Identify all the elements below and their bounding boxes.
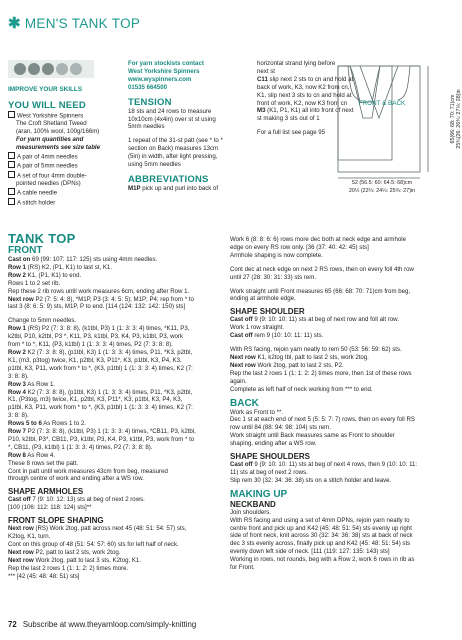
need-item: A pair of 4mm needles bbox=[17, 153, 78, 161]
pattern-line: Row 2 K2 (7: 3: 8: 8), (p1tbl, K3) 1 (1: 3: 3: 4) times, P11, *K3, p2tbl, bbox=[8, 348, 193, 356]
shape-shoulder-heading: SHAPE SHOULDER bbox=[230, 307, 305, 317]
pattern-line: Next row K1, k2tog tbl, patt to last 2 sts, work 2tog. bbox=[230, 353, 369, 361]
pattern-line: Join shoulders. bbox=[230, 508, 271, 516]
tension-text: 18 sts and 24 rows to measure bbox=[128, 107, 212, 115]
garment-schematic bbox=[332, 60, 448, 200]
abbrev-text: C11 slip next 2 sts to cn and hold at bbox=[257, 75, 354, 83]
pattern-line: Rep the last 2 rows 1 (1: 1: 2: 2) times more. bbox=[8, 564, 129, 572]
tension-text: 10x10cm (4x4in) over st st using bbox=[128, 115, 216, 123]
pattern-line: Cont in patt until work measures 43cm from beg, measured bbox=[8, 467, 168, 475]
pattern-line: Rep these 2 rib rows until work measures 6cm, ending after Row 1. bbox=[8, 287, 190, 295]
pattern-line: dec 3 sts evenly across, finally pick up and K42 (45: 48: 51: 54) sts bbox=[230, 540, 411, 548]
pattern-line: Change to 5mm needles. bbox=[8, 317, 77, 325]
pattern-line: Cast off 9 (9: 10: 10: 11) sts at beg of next row and foll alt row. bbox=[230, 316, 399, 324]
info-column bbox=[128, 60, 263, 193]
need-note: For yarn quantities and bbox=[16, 136, 84, 144]
stockists-line: For yarn stockists contact bbox=[128, 60, 204, 67]
tension-text: 5mm needles bbox=[128, 123, 165, 131]
pattern-line: Working in rows, not rounds, beg with a Row 2, work 6 rows in rib as bbox=[230, 556, 415, 564]
tension-text: section on Back) measures 13cm bbox=[128, 145, 219, 153]
abbrev-link: For a full list see page 95 bbox=[257, 129, 326, 137]
pattern-line: Row 1 (RS) P2 (7: 3: 8: 8), (k1tbl, P3) 1 (1: 3: 3: 4) times, *K11, P3, bbox=[8, 325, 190, 333]
pattern-line: Next row P2 (7: 5: 4: 8), *M1P, P3 (3: 4: 5: 5); M1P; P4; rep from * to bbox=[8, 295, 194, 303]
need-note: measurements see size table bbox=[16, 144, 101, 152]
pattern-line: Row 7 P2 (7: 3: 8: 8), (k1tbl, P3) 1 (1: 3: 3: 4) times, *CB11, P3, k2tbl, bbox=[8, 428, 196, 436]
pattern-line: Rows 5 to 6 As Rows 1 to 2. bbox=[8, 420, 86, 428]
page-title: MEN'S TANK TOP bbox=[24, 15, 141, 31]
pattern-line: Cast off rem 9 (10: 10: 11: 11) sts. bbox=[230, 332, 324, 340]
skills-label: IMPROVE YOUR SKILLS bbox=[8, 86, 83, 93]
need-title: YOU WILL NEED bbox=[8, 100, 86, 111]
star-icon: ✱ bbox=[8, 15, 21, 32]
pattern-line: Slip rem 30 (32: 34: 36: 38) sts on a stitch holder and leave. bbox=[230, 476, 392, 484]
need-item: West Yorkshire Spinners bbox=[17, 112, 84, 120]
pattern-line: p1tbl, K3, P11, work from * to *, (K3, p1tbl) 1 (1: 3: 3: 4) times, K2 (7: bbox=[8, 364, 193, 372]
pattern-line: Cast off 7 (9: 10: 12: 13) sts at beg of next 2 rows. bbox=[8, 496, 145, 504]
pattern-line: from * to *, K11, (P3, k1tbl) 1 (1: 3: 3: 4) times, P2 (7: 3: 8: 8). bbox=[8, 341, 173, 349]
back-heading: BACK bbox=[230, 397, 259, 409]
pattern-line: Cont on this group of 48 (51: 54: 57: 60) sts for left half of neck. bbox=[8, 541, 179, 548]
pattern-line: 3: 8: 8). bbox=[8, 412, 29, 420]
neckband-heading: NECKBAND bbox=[230, 499, 276, 509]
pattern-line: K1, (P3tog, m3) twice, K1, p2tbl, K3, P11*, K3, p1tbl, K3, P4, K3, bbox=[8, 396, 183, 404]
pattern-line: Row 1 (RS) K2, (P1, K1) to last st, K1. bbox=[8, 263, 112, 271]
pattern-line: Complete as left half of neck working from *** to end. bbox=[230, 385, 373, 393]
tension-text: using 5mm needles bbox=[128, 161, 181, 169]
pattern-line: p1tbl, K3, P11, work from * to *, (K3, p1tbl) 1 (1: 3: 3: 4) times, K2 (7: bbox=[8, 404, 193, 412]
pattern-line: These 8 rows set the patt. bbox=[8, 459, 79, 467]
pattern-line: shaping, ending after a WS row. bbox=[230, 440, 317, 448]
stockists-line: West Yorkshire Spinners bbox=[128, 67, 200, 75]
pattern-line: Work straight until Front measures 65 (66: 68: 70: 71)cm from beg, bbox=[230, 287, 411, 295]
pattern-line: ending at armhole edge. bbox=[230, 295, 296, 303]
need-item: A pair of 5mm needles bbox=[17, 162, 78, 170]
pattern-line: K1, (m3, p3tog) twice, K1, p2tbl, K3, P11*, K3, p1tbl, K3, P4, K3, bbox=[8, 356, 182, 364]
checkbox-icon bbox=[8, 161, 15, 168]
pattern-line: evenly down left side of neck. [111 (119: 127: 135: 143) sts] bbox=[230, 548, 390, 556]
diagram-width-in: 20½ (22¼: 24¼: 25¾: 27)in bbox=[348, 188, 416, 194]
stockists-phone: 01535 664500 bbox=[128, 83, 167, 91]
pattern-line: K2tog, K1, turn. bbox=[8, 533, 51, 541]
pattern-line: Work straight until Back measures same as Front to shoulder bbox=[230, 432, 395, 440]
pattern-line: 11) sts at beg of next 2 rows. bbox=[230, 468, 308, 476]
pattern-line: Cast on 69 (99: 107: 117: 125) sts using 4mm needles. bbox=[8, 256, 158, 263]
pattern-line: Rep the last 2 rows 1 (1: 1: 2: 2) times more, then 1st of these rows bbox=[230, 369, 412, 377]
pattern-line: Armhole shaping is now complete. bbox=[230, 251, 323, 259]
pattern-line: *, CB11, (P3, k1tbl) 1 (1: 3: 3: 4) times, P2 (7: 3: 8: 8). bbox=[8, 443, 153, 451]
pattern-line: Next row (RS) Work 2tog, patt across next 45 (48: 51: 54: 57) sts, bbox=[8, 525, 187, 533]
checkbox-icon bbox=[8, 171, 15, 178]
pattern-line: Work 6 (8: 8: 6: 6) rows more dec both at neck edge and armhole bbox=[230, 236, 407, 243]
need-item: A stitch holder bbox=[17, 199, 56, 207]
pattern-line: Work 1 row straight. bbox=[230, 324, 285, 332]
stockists-link[interactable]: www.wyspinners.com bbox=[128, 75, 192, 83]
size-diagram bbox=[332, 60, 462, 200]
checkbox-icon bbox=[8, 198, 15, 205]
checkbox-icon bbox=[8, 111, 15, 118]
pattern-line: Row 2 K1, (P1, K1) to end. bbox=[8, 271, 82, 279]
pattern-line: row until 84 (88: 94: 98: 104) sts rem. bbox=[230, 424, 331, 432]
pattern-line: With RS facing, rejoin yarn neatly to rem 50 (53: 56: 59: 62) sts. bbox=[230, 346, 402, 354]
pattern-line: until 27 (28: 30: 31: 33) sts rem. bbox=[230, 273, 317, 281]
need-item: A cable needle bbox=[17, 189, 57, 197]
pattern-line: Next row P2, patt to last 2 sts, work 2tog. bbox=[8, 548, 121, 556]
pattern-line: Cast off 9 (9: 10: 10: 11) sts at beg of next 4 rows, then 9 (10: 10: 11: bbox=[230, 461, 418, 469]
skill-level-icon bbox=[8, 60, 94, 78]
making-up-heading: MAKING UP bbox=[230, 488, 288, 500]
pattern-line: Dec 1 st at each end of next 5 (5: 5: 7: 7) rows, then on every foll RS bbox=[230, 416, 415, 424]
page-footer bbox=[8, 620, 196, 629]
diagram-width: 52 (56.5: 60: 64.5: 68)cm bbox=[351, 180, 413, 186]
need-item: pointed needles (DPNs) bbox=[16, 180, 81, 188]
pattern-line: edge on every RS row only. [36 (37: 40: 42: 45) sts] bbox=[230, 243, 369, 251]
pattern-line: centre front and pick up and K42 (45: 48: 51: 54) sts evenly up right bbox=[230, 524, 412, 532]
need-item: A set of four 4mm double- bbox=[17, 172, 87, 180]
pattern-line: Next row Work 2tog, patt to last 2 sts, P2. bbox=[230, 361, 344, 369]
abbrev-text: K1, slip next 3 sts to cn and hold at bbox=[257, 91, 352, 99]
diagram-height: 65(66: 68: 70: 71)cm bbox=[450, 94, 456, 144]
pattern-line: again. bbox=[230, 377, 247, 385]
pattern-line: for Front. bbox=[230, 564, 255, 572]
abbrev-title: ABBREVIATIONS bbox=[128, 173, 209, 185]
abbrev-text: M1P pick up and purl into back of bbox=[128, 184, 219, 192]
abbrev-text: back of work, K3, now K2 from cn, bbox=[257, 83, 350, 91]
pattern-title: TANK TOP bbox=[8, 231, 76, 246]
abbrev-text: horizontal strand lying before bbox=[257, 60, 336, 67]
front-slope-heading: FRONT SLOPE SHAPING bbox=[8, 516, 104, 526]
pattern-line: Cont dec at neck edge on next 2 RS rows, then on every foll 4th row bbox=[230, 265, 414, 273]
checkbox-icon bbox=[8, 152, 15, 159]
abbrev-text: st making 3 sts out of 1 bbox=[257, 115, 320, 123]
checkbox-icon bbox=[8, 188, 15, 195]
shape-shoulders-heading: SHAPE SHOULDERS bbox=[230, 452, 311, 462]
pattern-line: Row 4 K2 (7: 3: 8: 8), (p1tbl, K3) 1 (1: 3: 3: 4) times, P11, *K3, p2tbl, bbox=[8, 388, 193, 396]
pattern-line: side of front neck, knit across 30 (32: 34: 36: 38) sts at back of neck bbox=[230, 532, 413, 540]
pattern-left-column bbox=[8, 232, 226, 581]
pattern-line: k2tbl, P10, k2tbl, P3 *, K11, P3, k1tbl, P3, K4, P3, k1tbl, P3, work bbox=[8, 333, 184, 341]
abbrev-text: M3 (K1, P1, K1) all into front of next bbox=[257, 107, 354, 115]
you-will-need bbox=[8, 100, 120, 207]
tension-title: TENSION bbox=[128, 96, 172, 108]
diagram-height-in: 25¾(26: 26¾: 27½: 28)in bbox=[456, 89, 462, 149]
diagram-label: FRONT & BACK bbox=[358, 100, 406, 107]
pattern-line: P10, k2tbl, P3*, CB11, P3, k1tbl, P3, K4, P3, k1tbl, P3, work from * to bbox=[8, 435, 195, 443]
pattern-line: Row 3 As Row 1. bbox=[8, 380, 56, 388]
pattern-line: 3: 8: 8). bbox=[8, 372, 29, 380]
pattern-line: Rows 1 to 2 set rib. bbox=[8, 279, 61, 287]
pattern-line: Next row Work 2tog, patt to last 3 sts, K2tog, K1. bbox=[8, 556, 142, 564]
need-item: (aran, 100% wool, 100g/166m) bbox=[16, 128, 100, 136]
pattern-line: [100 (106: 112: 118: 124) sts]** bbox=[8, 504, 92, 512]
pattern-line: through centre of work and ending after a WS row. bbox=[8, 475, 144, 483]
need-item: The Croft Shetland Tweed bbox=[16, 120, 87, 128]
front-heading: FRONT bbox=[8, 245, 43, 256]
pattern-line: *** [42 (45: 48: 48: 51) sts] bbox=[8, 572, 80, 580]
pattern-line: last 3 (8: 6: 5: 9) sts, M1P, P to end. [114 (124: 132: 142: 150) sts] bbox=[8, 303, 186, 311]
pattern-line: With RS facing and using a set of 4mm DPNs, rejoin yarn neatly to bbox=[230, 516, 410, 524]
abbrev-text: next st bbox=[257, 67, 275, 75]
shape-armholes-heading: SHAPE ARMHOLES bbox=[8, 487, 84, 497]
abbrev-text: front of work, K2, now K3 from cn bbox=[257, 99, 348, 107]
pattern-line: Row 8 As Row 4. bbox=[8, 451, 56, 459]
subscribe-link[interactable]: Subscribe at www.theyarnloop.com/simply-knitting bbox=[22, 620, 197, 629]
skills-badge bbox=[8, 60, 94, 93]
tension-text: 1 repeat of the 31-st patt (see * to * bbox=[128, 137, 223, 145]
page-header bbox=[8, 14, 140, 32]
pattern-right-column bbox=[230, 236, 448, 572]
tension-text: (5in) in width, after light pressing, bbox=[128, 153, 218, 161]
pattern-line: Work as Front to **. bbox=[230, 408, 284, 416]
page-number: 72 bbox=[8, 620, 17, 629]
